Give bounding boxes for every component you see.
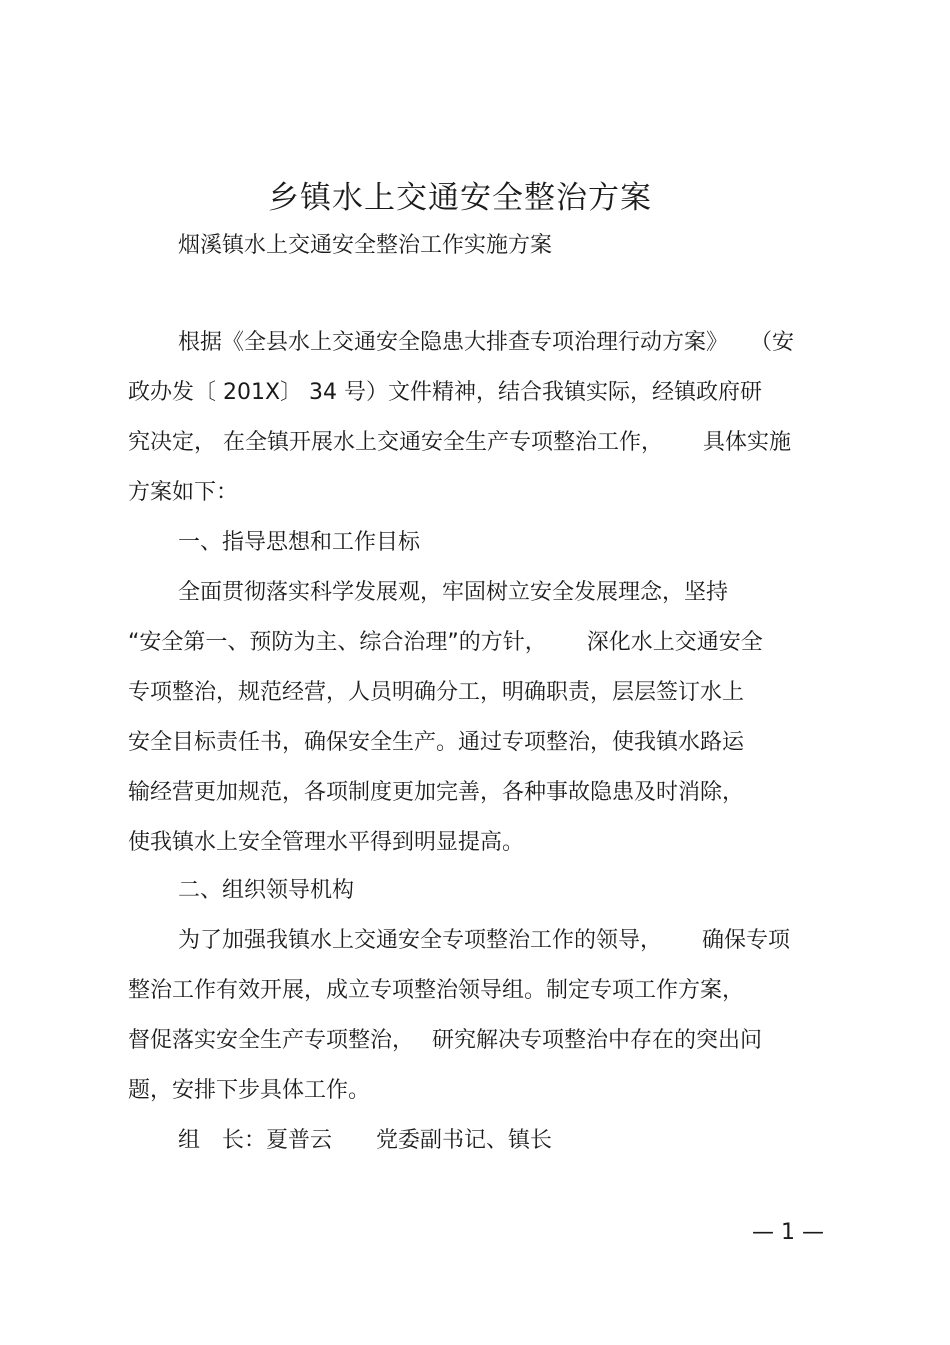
body-line: 督促落实安全生产专项整治， 研究解决专项整治中存在的突出问: [128, 1028, 762, 1053]
body-line: 为了加强我镇水上交通安全专项整治工作的领导， 确保专项: [178, 928, 790, 953]
body-line: 究决定， 在全镇开展水上交通安全生产专项整治工作， 具体实施: [128, 430, 791, 455]
section-heading: 一、指导思想和工作目标: [178, 530, 421, 555]
body-line: 政办发〔 201X〕 34 号）文件精神，结合我镇实际，经镇政府研: [128, 380, 763, 405]
document-title: 乡镇水上交通安全整治方案: [268, 180, 652, 216]
body-line: 安全目标责任书，确保安全生产。通过专项整治，使我镇水路运: [128, 730, 745, 755]
body-line: 组 长：夏普云 党委副书记、镇长: [178, 1128, 553, 1153]
section-heading: 二、组织领导机构: [178, 878, 355, 903]
document-subtitle: 烟溪镇水上交通安全整治工作实施方案: [178, 233, 553, 258]
body-line: 根据《全县水上交通安全隐患大排查专项治理行动方案》 （安: [178, 330, 795, 355]
body-line: 输经营更加规范，各项制度更加完善，各种事故隐患及时消除，: [128, 780, 745, 805]
body-line: 整治工作有效开展，成立专项整治领导组。制定专项工作方案，: [128, 978, 745, 1003]
body-line: 题，安排下步具体工作。: [128, 1078, 371, 1103]
body-line: 专项整治，规范经营，人员明确分工，明确职责，层层签订水上: [128, 680, 745, 705]
body-line: 全面贯彻落实科学发展观，牢固树立安全发展理念，坚持: [178, 580, 729, 605]
body-line: 使我镇水上安全管理水平得到明显提高。: [128, 830, 525, 855]
body-line: “安全第一、预防为主、综合治理”的方针， 深化水上交通安全: [128, 630, 763, 655]
page-number: — 1 —: [752, 1220, 824, 1245]
body-line: 方案如下：: [128, 480, 239, 505]
